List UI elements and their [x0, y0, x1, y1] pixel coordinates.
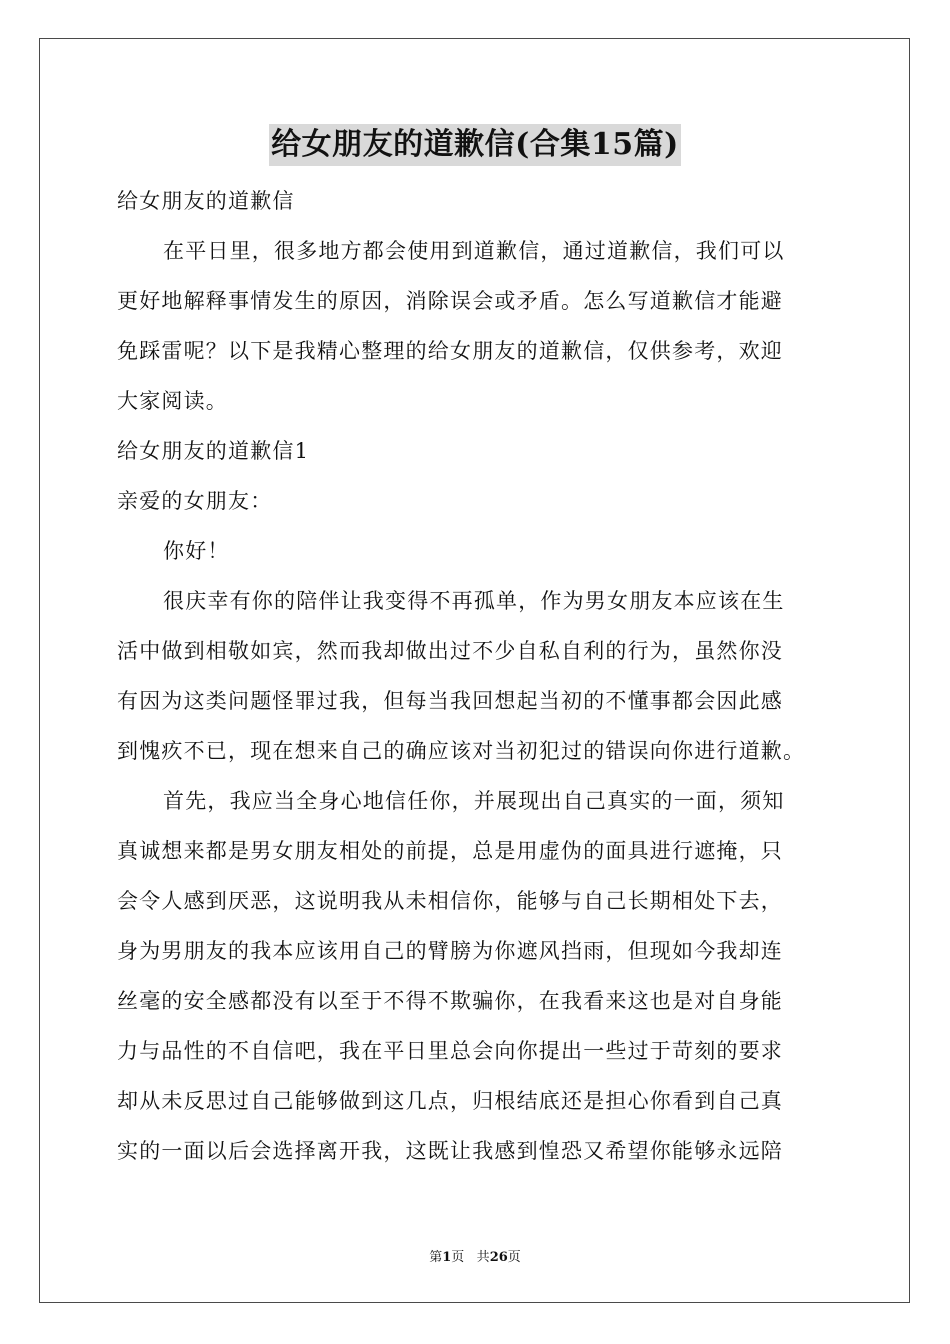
body-line: 首先，我应当全身心地信任你，并展现出自己真实的一面，须知: [163, 789, 785, 813]
body-line: 丝毫的安全感都没有以至于不得不欺骗你，在我看来这也是对自身能: [117, 989, 783, 1013]
document-title: 给女朋友的道歉信(合集15篇): [269, 124, 681, 166]
body-line: 亲爱的女朋友：: [117, 489, 273, 513]
body-line: 大家阅读。: [117, 389, 228, 413]
footer-page-current: 1: [442, 1250, 452, 1265]
body-line: 实的一面以后会选择离开我，这既让我感到惶恐又希望你能够永远陪: [117, 1139, 783, 1163]
footer-total-prefix: 共: [476, 1250, 490, 1265]
body-line: 却从未反思过自己能够做到这几点，归根结底还是担心你看到自己真: [117, 1089, 783, 1113]
body-line: 更好地解释事情发生的原因，消除误会或矛盾。怎么写道歉信才能避: [117, 289, 783, 313]
body-line: 活中做到相敬如宾，然而我却做出过不少自私自利的行为，虽然你没: [117, 639, 783, 663]
footer-page-label: 页: [451, 1250, 465, 1265]
body-line: 真诚想来都是男女朋友相处的前提，总是用虚伪的面具进行遮掩，只: [117, 839, 783, 863]
body-line: 力与品性的不自信吧，我在平日里总会向你提出一些过于苛刻的要求: [117, 1039, 783, 1063]
footer-total-suffix: 页: [507, 1250, 521, 1265]
body-line: 到愧疚不已，现在想来自己的确应该对当初犯过的错误向你进行道歉。: [117, 739, 806, 763]
body-line: 给女朋友的道歉信1: [117, 439, 310, 463]
footer-page-total: 26: [489, 1250, 508, 1265]
body-line: 给女朋友的道歉信: [117, 189, 295, 213]
body-line: 会令人感到厌恶，这说明我从未相信你，能够与自己长期相处下去，: [117, 889, 783, 913]
page-footer: [0, 1246, 950, 1265]
footer-prefix: 第: [429, 1250, 443, 1265]
document-body: [117, 176, 833, 1176]
title-container: [0, 124, 950, 166]
body-line: 你好！: [163, 539, 230, 563]
body-line: 身为男朋友的我本应该用自己的臂膀为你遮风挡雨，但现如今我却连: [117, 939, 783, 963]
body-line: 免踩雷呢？以下是我精心整理的给女朋友的道歉信，仅供参考，欢迎: [117, 339, 783, 363]
body-line: 有因为这类问题怪罪过我，但每当我回想起当初的不懂事都会因此感: [117, 689, 783, 713]
body-line: 很庆幸有你的陪伴让我变得不再孤单，作为男女朋友本应该在生: [163, 589, 785, 613]
body-line: 在平日里，很多地方都会使用到道歉信，通过道歉信，我们可以: [163, 239, 785, 263]
